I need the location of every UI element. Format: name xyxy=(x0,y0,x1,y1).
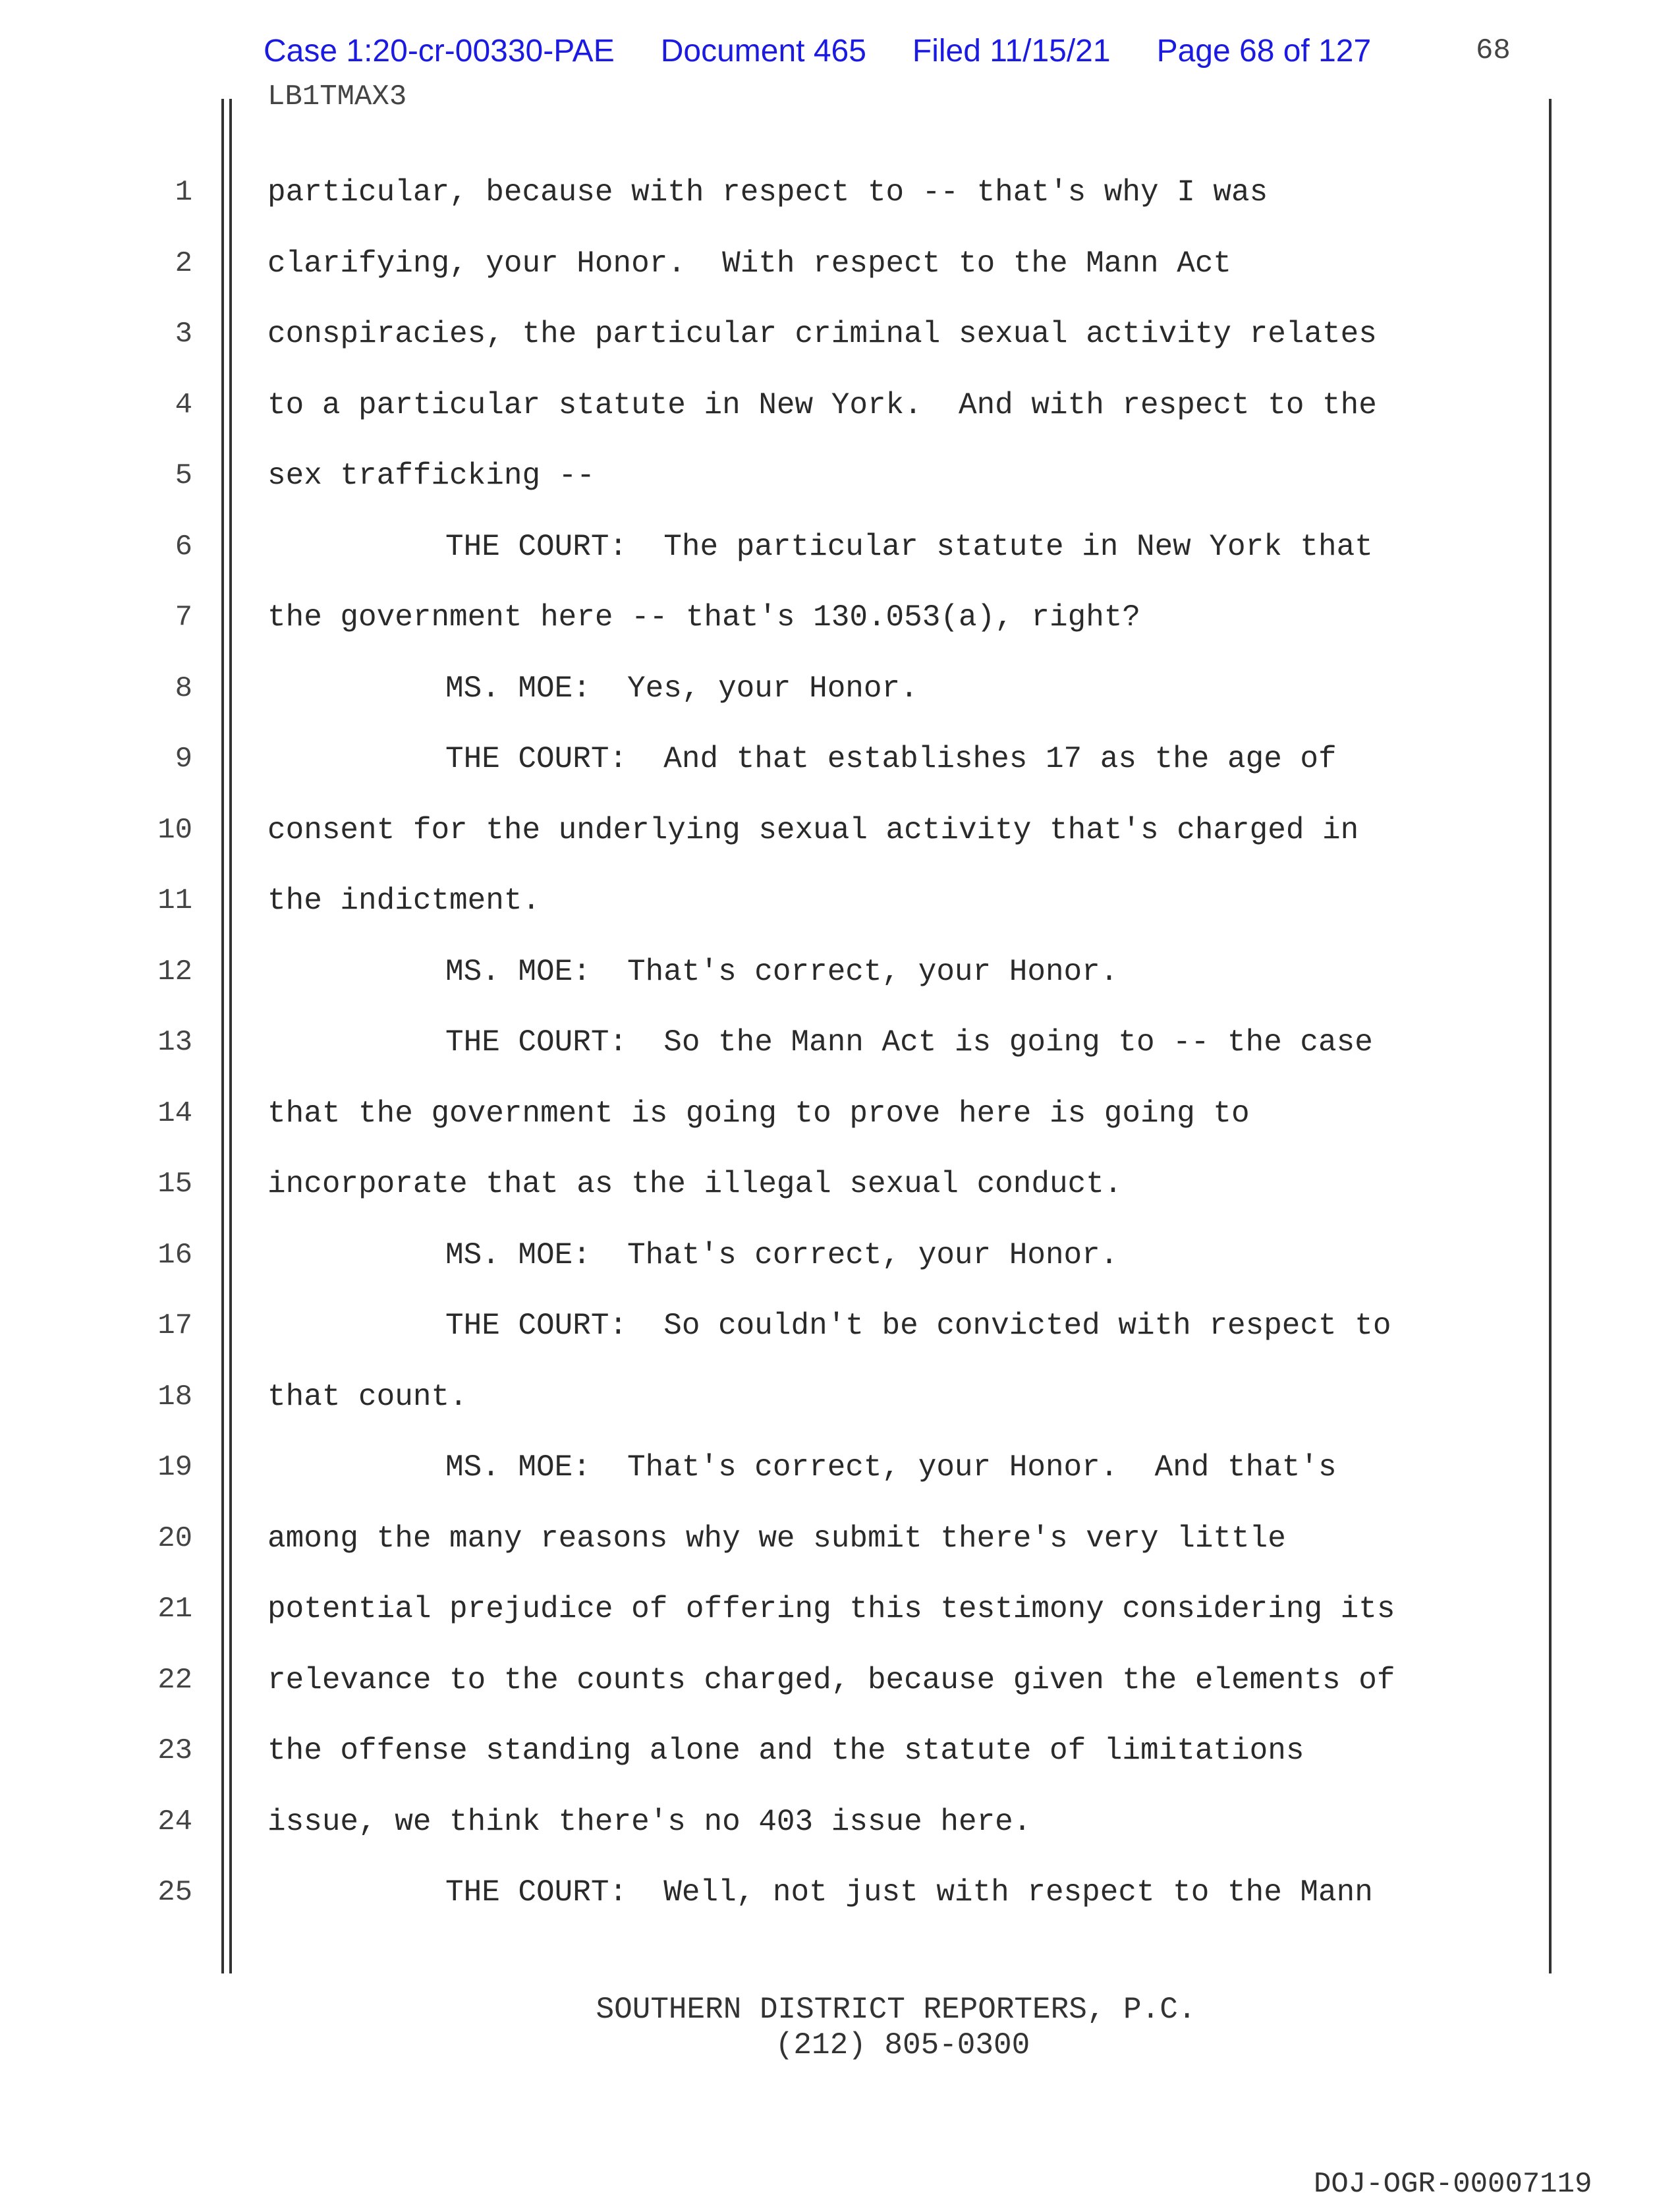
transcript-line: among the many reasons why we submit there's very little xyxy=(267,1521,1286,1556)
transcript-line: THE COURT: So the Mann Act is going to -- the case xyxy=(445,1025,1373,1060)
transcript-line: that the government is going to prove here is going to xyxy=(267,1096,1250,1131)
transcript-line: MS. MOE: That's correct, your Honor. xyxy=(445,1238,1119,1272)
line-number: 19 xyxy=(157,1451,192,1484)
transcript-line: potential prejudice of offering this testimony considering its xyxy=(267,1592,1395,1626)
right-margin-rule xyxy=(1549,99,1552,1973)
line-number: 20 xyxy=(157,1522,192,1555)
line-number: 9 xyxy=(175,743,192,776)
transcript-line: consent for the underlying sexual activity that's charged in xyxy=(267,813,1359,847)
transcript-line: THE COURT: The particular statute in New York that xyxy=(445,530,1373,564)
transcript-line: MS. MOE: Yes, your Honor. xyxy=(445,671,918,706)
transcript-line: MS. MOE: That's correct, your Honor. And that's xyxy=(445,1450,1337,1485)
transcript-line: THE COURT: So couldn't be convicted with respect to xyxy=(445,1309,1391,1343)
transcript-page-number: 68 xyxy=(1476,34,1511,67)
line-number: 2 xyxy=(175,247,192,280)
line-number: 13 xyxy=(157,1026,192,1059)
transcript-line: the government here -- that's 130.053(a), right? xyxy=(267,600,1141,635)
line-number: 16 xyxy=(157,1239,192,1272)
line-number: 21 xyxy=(157,1593,192,1626)
transcript-line: incorporate that as the illegal sexual conduct. xyxy=(267,1167,1123,1201)
transcript-line: to a particular statute in New York. And with respect to the xyxy=(267,388,1377,422)
line-number: 8 xyxy=(175,672,192,705)
transcript-line: conspiracies, the particular criminal sexual activity relates xyxy=(267,317,1377,351)
line-number: 25 xyxy=(157,1876,192,1909)
case-number: Case 1:20-cr-00330-PAE xyxy=(264,33,615,69)
transcript-line: THE COURT: And that establishes 17 as the age of xyxy=(445,742,1337,776)
transcript-line: particular, because with respect to -- that's why I was xyxy=(267,175,1268,210)
case-header xyxy=(264,28,1371,74)
line-number: 24 xyxy=(157,1805,192,1838)
transcript-line: the offense standing alone and the statute of limitations xyxy=(267,1734,1304,1768)
line-number: 23 xyxy=(157,1734,192,1767)
transcript-line: clarifying, your Honor. With respect to the Mann Act xyxy=(267,246,1232,281)
transcript-line: issue, we think there's no 403 issue here. xyxy=(267,1805,1032,1839)
transcript-line: that count. xyxy=(267,1380,468,1414)
bates-number: DOJ-OGR-00007119 xyxy=(1314,2168,1592,2201)
transcript-line: relevance to the counts charged, because given the elements of xyxy=(267,1663,1395,1697)
transcript-line: THE COURT: Well, not just with respect to the Mann xyxy=(445,1875,1373,1910)
line-number: 18 xyxy=(157,1380,192,1413)
left-margin-rule-inner xyxy=(229,99,232,1973)
court-reporter-phone: (212) 805-0300 xyxy=(775,2028,1030,2062)
line-number: 7 xyxy=(175,601,192,634)
line-number: 5 xyxy=(175,459,192,492)
transcript-line: the indictment. xyxy=(267,884,541,918)
line-number: 15 xyxy=(157,1168,192,1201)
page-of-total: Page 68 of 127 xyxy=(1156,33,1372,69)
line-number: 14 xyxy=(157,1097,192,1130)
line-number: 1 xyxy=(175,176,192,209)
line-number: 3 xyxy=(175,318,192,351)
line-number: 12 xyxy=(157,955,192,988)
line-number: 10 xyxy=(157,814,192,847)
transcript-line: sex trafficking -- xyxy=(267,459,595,493)
transcript-line: MS. MOE: That's correct, your Honor. xyxy=(445,955,1119,989)
line-number: 22 xyxy=(157,1664,192,1697)
left-margin-rule xyxy=(221,99,224,1973)
transcript-code: LB1TMAX3 xyxy=(267,80,407,113)
court-reporter-name: SOUTHERN DISTRICT REPORTERS, P.C. xyxy=(596,1993,1196,2027)
line-number: 6 xyxy=(175,530,192,563)
line-number: 17 xyxy=(157,1309,192,1342)
filed-date: Filed 11/15/21 xyxy=(912,33,1111,69)
line-number: 11 xyxy=(157,884,192,917)
document-number: Document 465 xyxy=(660,33,866,69)
line-number: 4 xyxy=(175,389,192,422)
